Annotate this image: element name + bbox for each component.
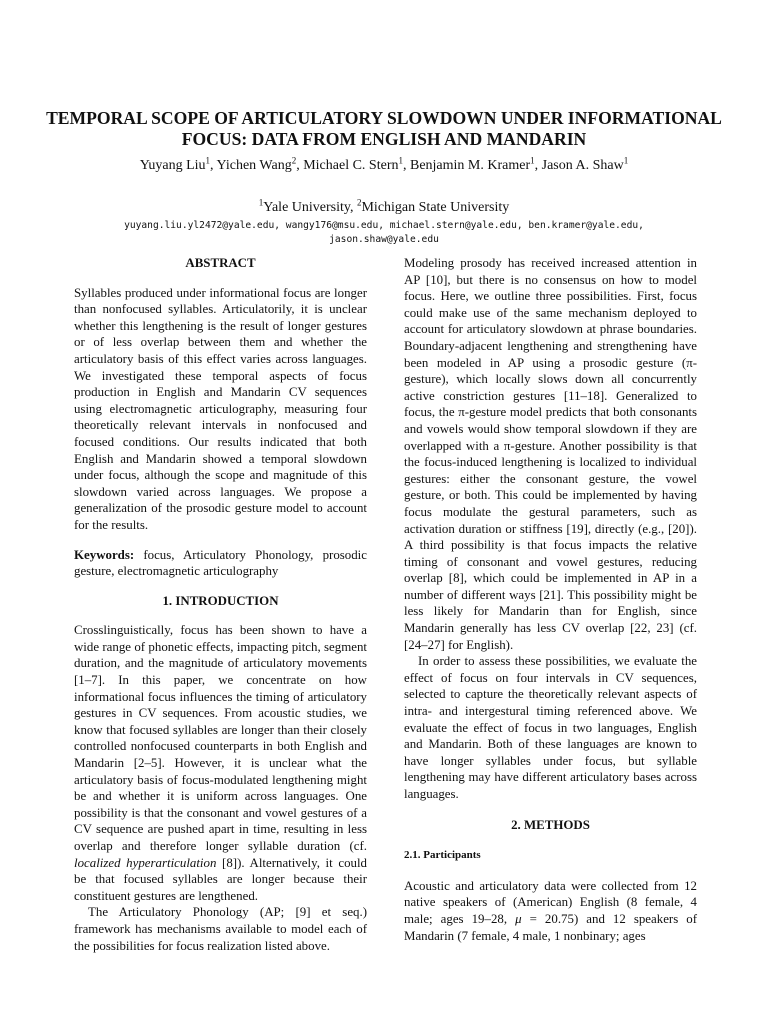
author-name: Michael C. Stern bbox=[303, 158, 399, 173]
affiliation-marker: 2 bbox=[356, 197, 362, 208]
intro-paragraph: The Articulatory Phonology (AP; [9] et seq.) framework has mechanisms available to model each of the possibilities for focus realization listed above. bbox=[74, 905, 367, 953]
mu-symbol: μ bbox=[515, 911, 522, 926]
body-text: Modeling prosody has received increased attention in AP [10], but there is no consensus on how to model focus. Here, we outline three possibilities. First, focus could make use of the same mechanism deployed to account for articulatory slowdown at phrase boundaries. Boundary-adjacent lengthening and strengthening have been modeled in AP using a prosodic gesture ( bbox=[404, 256, 697, 370]
keywords-label: Keywords: bbox=[74, 547, 135, 562]
email-line: jason.shaw@yale.edu bbox=[329, 234, 439, 245]
body-paragraph bbox=[404, 255, 697, 653]
affiliation-marker: 1 bbox=[530, 155, 535, 166]
right-column bbox=[404, 255, 697, 944]
left-column bbox=[74, 255, 367, 954]
intro-paragraph bbox=[74, 622, 367, 904]
pi-symbol: π bbox=[458, 405, 465, 420]
author-name: Jason A. Shaw bbox=[541, 158, 624, 173]
affiliations: $^1$Yale University, $^2$Michigan State University bbox=[258, 197, 510, 215]
affiliation-marker: 2 bbox=[291, 155, 297, 166]
intro-text: Crosslinguistically, focus has been shown to have a wide range of phonetic effects, impacting pitch, segment duration, and the magnitude of articulatory movements [1–7]. In this paper, we concentrate on how informational focus influences the timing of articulatory gestures in CV sequences. From acoustic studies, we know that focused syllables are longer than their closely controlled nonfocused counterparts in both English and Mandarin [2–5]. However, it is unclear what the articulatory basis of focus-modulated lengthening might be and whether it is uniform across languages. One possibility is that the consonant and vowel gestures of a CV sequence are pushed apart in time, resulting in less overlap and therefore longer syllable duration (cf. bbox=[74, 623, 367, 853]
author-emails bbox=[40, 219, 728, 247]
affiliation-marker: 1 bbox=[258, 197, 264, 208]
body-paragraph: In order to assess these possibilities, we evaluate the effect of focus on four intervals in CV sequences, selected to capture the theoretically relevant aspects of intra- and intergestural timing referenced above. We evaluate the effect of focus in two languages, English and Mandarin. Both of these languages are known to have longer syllables under focus, but syllable lengthening may have different articulatory bases across languages. bbox=[404, 654, 697, 801]
author-list: Yuyang Liu$^1$, Yichen Wang$^2$, Michael C. Stern$^1$, Benjamin M. Kramer$^1$, Jason A. Shaw$^1$ bbox=[139, 155, 629, 173]
affiliation-name: Yale University bbox=[263, 200, 350, 215]
pi-symbol: π bbox=[503, 438, 511, 453]
author-name: Yuyang Liu bbox=[139, 158, 206, 173]
intro-emphasis: localized hyperarticulation bbox=[74, 855, 217, 870]
abstract-heading: ABSTRACT bbox=[185, 256, 256, 270]
paper-title: TEMPORAL SCOPE OF ARTICULATORY SLOWDOWN UNDER INFORMATIONAL FOCUS: DATA FROM ENGLISH AND MANDARIN bbox=[46, 108, 722, 149]
author-name: Yichen Wang bbox=[216, 158, 292, 173]
methods-heading: 2. METHODS bbox=[511, 817, 590, 832]
body-text: -gesture. Another possibility is that the focus-induced lengthening is localized to individual gestures: either the consonant gesture, the vowel gesture, or both. This could be implemented by having focus modulate the gestural parameters, such as activation duration or stiffness [19], directly (e.g., [20]). A third possibility is that focus impacts the relative timing of consonant and vowel gestures, reducing overlap [8], which could be implemented in AP in a number of different ways [21]. This possibility might be less likely for Mandarin than for English, since Mandarin generally has less CV overlap [22, 23] (cf. [24–27] for English). bbox=[404, 438, 697, 652]
affiliation-marker: 1 bbox=[205, 155, 211, 166]
keywords bbox=[74, 547, 367, 580]
email-line: yuyang.liu.yl2472@yale.edu, wangy176@msu.edu, michael.stern@yale.edu, ben.kramer@yale.edu, bbox=[124, 220, 644, 231]
body-paragraph bbox=[404, 878, 697, 944]
intro-text: [8]). Alternatively, it could be that focused syllables are longer because their constituent gestures are lengthened. bbox=[74, 855, 367, 903]
affiliation-marker: 1 bbox=[623, 155, 629, 166]
keywords-text: focus, Articulatory Phonology, prosodic gesture, electromagnetic articulography bbox=[74, 547, 367, 579]
body-text: -gesture), which locally slows down all concurrently active constriction gestures [11–18]. Generalized to focus, the bbox=[404, 355, 697, 420]
affiliation-marker: 1 bbox=[398, 155, 403, 166]
introduction-heading: 1. INTRODUCTION bbox=[162, 593, 279, 608]
participants-heading: 2.1. Participants bbox=[404, 849, 481, 862]
body-text: -gesture model predicts that both consonants and vowels would show temporal slowdown if they are overlapped with a bbox=[404, 405, 697, 453]
abstract-text: Syllables produced under informational focus are longer than nonfocused syllables. Articulatorily, it is unclear whether this lengthening is the result of longer gestures or of less overlap between them and whether the articulatory basis of this effect varies across languages. We investigated these temporal aspects of focus production in English and Mandarin CV sequences using electromagnetic articulography, measuring four theoretically relevant intervals in nonfocused and focused conditions. Our results indicated that both English and Mandarin showed a temporal slowdown under focus, although the scope and magnitude of this slowdown varied across languages. We propose a generalization of the prosodic gesture model to account for the results. bbox=[74, 285, 367, 532]
author-name: Benjamin M. Kramer bbox=[409, 158, 531, 173]
body-text: = 20.75) and 12 speakers of Mandarin (7 female, 4 male, 1 nonbinary; ages bbox=[404, 911, 698, 943]
pi-symbol: π bbox=[686, 355, 693, 370]
affiliation-name: Michigan State University bbox=[361, 200, 510, 215]
body-text: Acoustic and articulatory data were collected from 12 native speakers of (American) English (8 female, 4 male; ages 19–28, bbox=[404, 878, 697, 926]
